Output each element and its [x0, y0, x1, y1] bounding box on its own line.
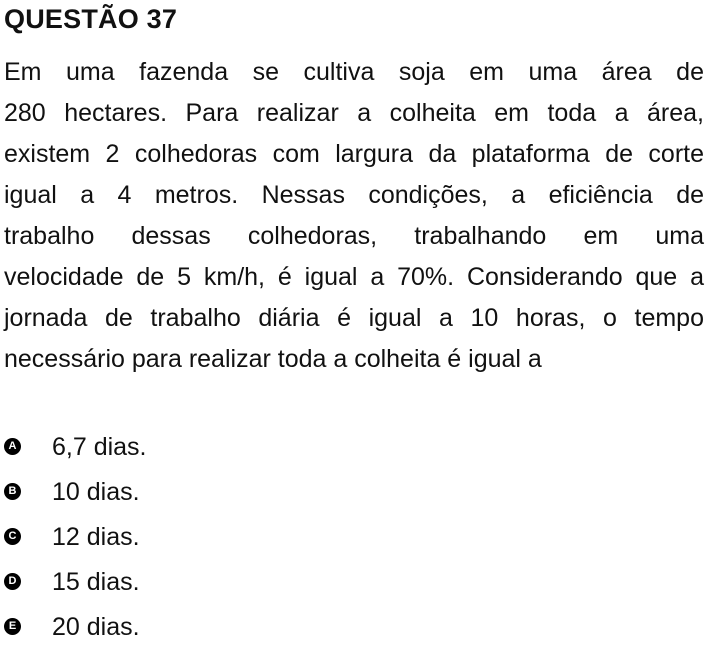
option-text-c: 12 dias. — [52, 522, 140, 551]
statement-line: velocidade de 5 km/h, é igual a 70%. Considerando que a — [4, 263, 704, 291]
option-letter-c: C — [4, 528, 21, 545]
option-letter-d: D — [4, 573, 21, 590]
option-b[interactable] — [4, 469, 704, 514]
option-letter-e: E — [4, 618, 21, 635]
option-text-d: 15 dias. — [52, 567, 140, 596]
question-statement — [4, 54, 704, 382]
option-a[interactable] — [4, 424, 704, 469]
statement-line: jornada de trabalho diária é igual a 10 horas, o tempo — [4, 304, 704, 332]
statement-line: igual a 4 metros. Nessas condições, a eficiência de — [4, 181, 704, 209]
statement-line: 280 hectares. Para realizar a colheita em toda a área, — [4, 99, 704, 127]
option-text-b: 10 dias. — [52, 477, 140, 506]
option-c[interactable] — [4, 514, 704, 559]
option-text-e: 20 dias. — [52, 612, 140, 641]
option-letter-a: A — [4, 438, 21, 455]
option-d[interactable] — [4, 559, 704, 604]
option-e[interactable] — [4, 604, 704, 649]
statement-line: trabalho dessas colhedoras, trabalhando em uma — [4, 222, 704, 250]
statement-line: existem 2 colhedoras com largura da plataforma de corte — [4, 140, 704, 168]
statement-line: Em uma fazenda se cultiva soja em uma área de — [4, 58, 704, 86]
statement-line-last: necessário para realizar toda a colheita é igual a — [4, 345, 542, 373]
question-title: QUESTÃO 37 — [4, 4, 178, 34]
option-text-a: 6,7 dias. — [52, 432, 147, 461]
answer-options — [4, 424, 704, 649]
option-letter-b: B — [4, 483, 21, 500]
